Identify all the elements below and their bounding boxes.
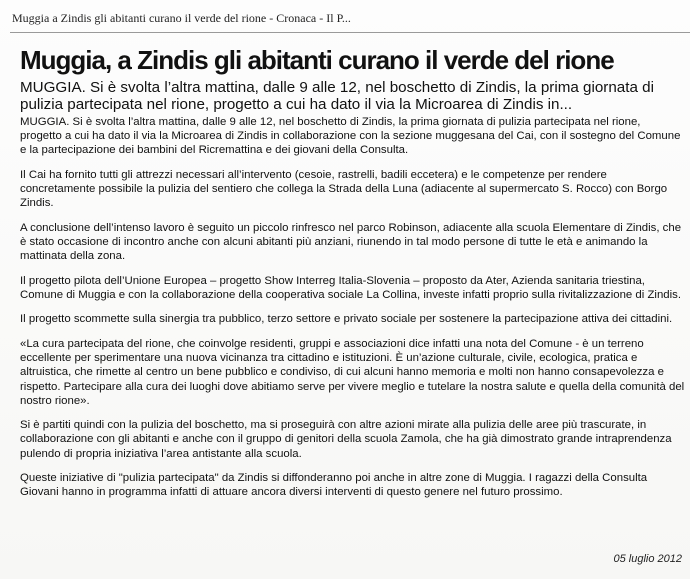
paragraph: MUGGIA. Si è svolta l’altra mattina, dalle 9 alle 12, nel boschetto di Zindis, la prima giornata di pulizia partecipata nel rione, progetto a cui ha dato il via la Microarea di Zindis in collaborazione con la sezione muggesana del Cai, con il sostegno del Comune e la partecipazione dei bambini del Ricremattina e dei giovani della Consulta. bbox=[20, 116, 681, 157]
paragraph: Si è partiti quindi con la pulizia del boschetto, ma si proseguirà con altre azioni mirate alla pulizia delle aree più trascurate, in collaborazione con gli abitanti e anche con il gruppo di genitori della scuola Zamola, che ha già dimostrato grande intraprendenza pulendo di propria iniziativa l’area antistante alla scuola. bbox=[20, 419, 672, 460]
header-divider bbox=[10, 32, 690, 33]
article-headline: Muggia, a Zindis gli abitanti curano il verde del rione bbox=[20, 45, 614, 75]
paragraph: Il Cai ha fornito tutti gli attrezzi necessari all’intervento (cesoie, rastrelli, badili eccetera) e le competenze per rendere concretamente possibile la pulizia del sentiero che collega la Strada della Luna (adiacente al supermercato S. Rocco) con Borgo Zindis. bbox=[20, 168, 668, 210]
article-deck: MUGGIA. Si è svolta l’altra mattina, dalle 9 alle 12, nel boschetto di Zindis, la prima giornata di pulizia partecipata nel rione, progetto a cui ha dato il via la Microarea di Zindis in... bbox=[20, 79, 654, 113]
publication-date: 05 luglio 2012 bbox=[613, 553, 682, 565]
paragraph: Il progetto pilota dell’Unione Europea – progetto Show Interreg Italia-Slovenia – proposto da Ater, Azienda sanitaria triestina, Comune di Muggia e con la collaborazione della cooperativa sociale La Collina, investe infatti proprio sulla rivitalizzazione di Zindis. bbox=[20, 274, 682, 301]
paragraph: Queste iniziative di "pulizia partecipata" da Zindis si diffonderanno poi anche in altre zone di Muggia. I ragazzi della Consulta Giovani hanno in programma infatti di attuare ancora diversi interventi di questo genere nel futuro prossimo. bbox=[20, 472, 648, 499]
paragraph: Il progetto scommette sulla sinergia tra pubblico, terzo settore e privato sociale per sostenere la partecipazione attiva dei cittadini. bbox=[20, 313, 673, 326]
article-body bbox=[20, 115, 685, 510]
paragraph: «La cura partecipata del rione, che coinvolge residenti, gruppi e associazioni dice infatti una nota del Comune - è un terreno eccellente per sperimentare una nuova vicinanza tra cittadino e istituzioni. È un’azione culturale, civile, ecologica, pratica e altruistica, che rimette al centro un bene pubblico e condiviso, di cui alcuni hanno memoria e molti non hanno consapevolezza e rispetto. Partecipare alla cura dei luoghi dove abitiamo serve per vivere meglio e tutelare la nostra salute e quella della comunità del nostro rione». bbox=[20, 337, 685, 407]
paragraph: A conclusione dell’intenso lavoro è seguito un piccolo rinfresco nel parco Robinson, adiacente alla scuola Elementare di Zindis, che è stato occasione di incontro anche con alcuni abitanti più anziani, riunendo in tal modo persone di tutte le età e animando la mattinata della zona. bbox=[20, 221, 682, 263]
page-title-bar: Muggia a Zindis gli abitanti curano il verde del rione - Cronaca - Il P... bbox=[12, 11, 351, 25]
